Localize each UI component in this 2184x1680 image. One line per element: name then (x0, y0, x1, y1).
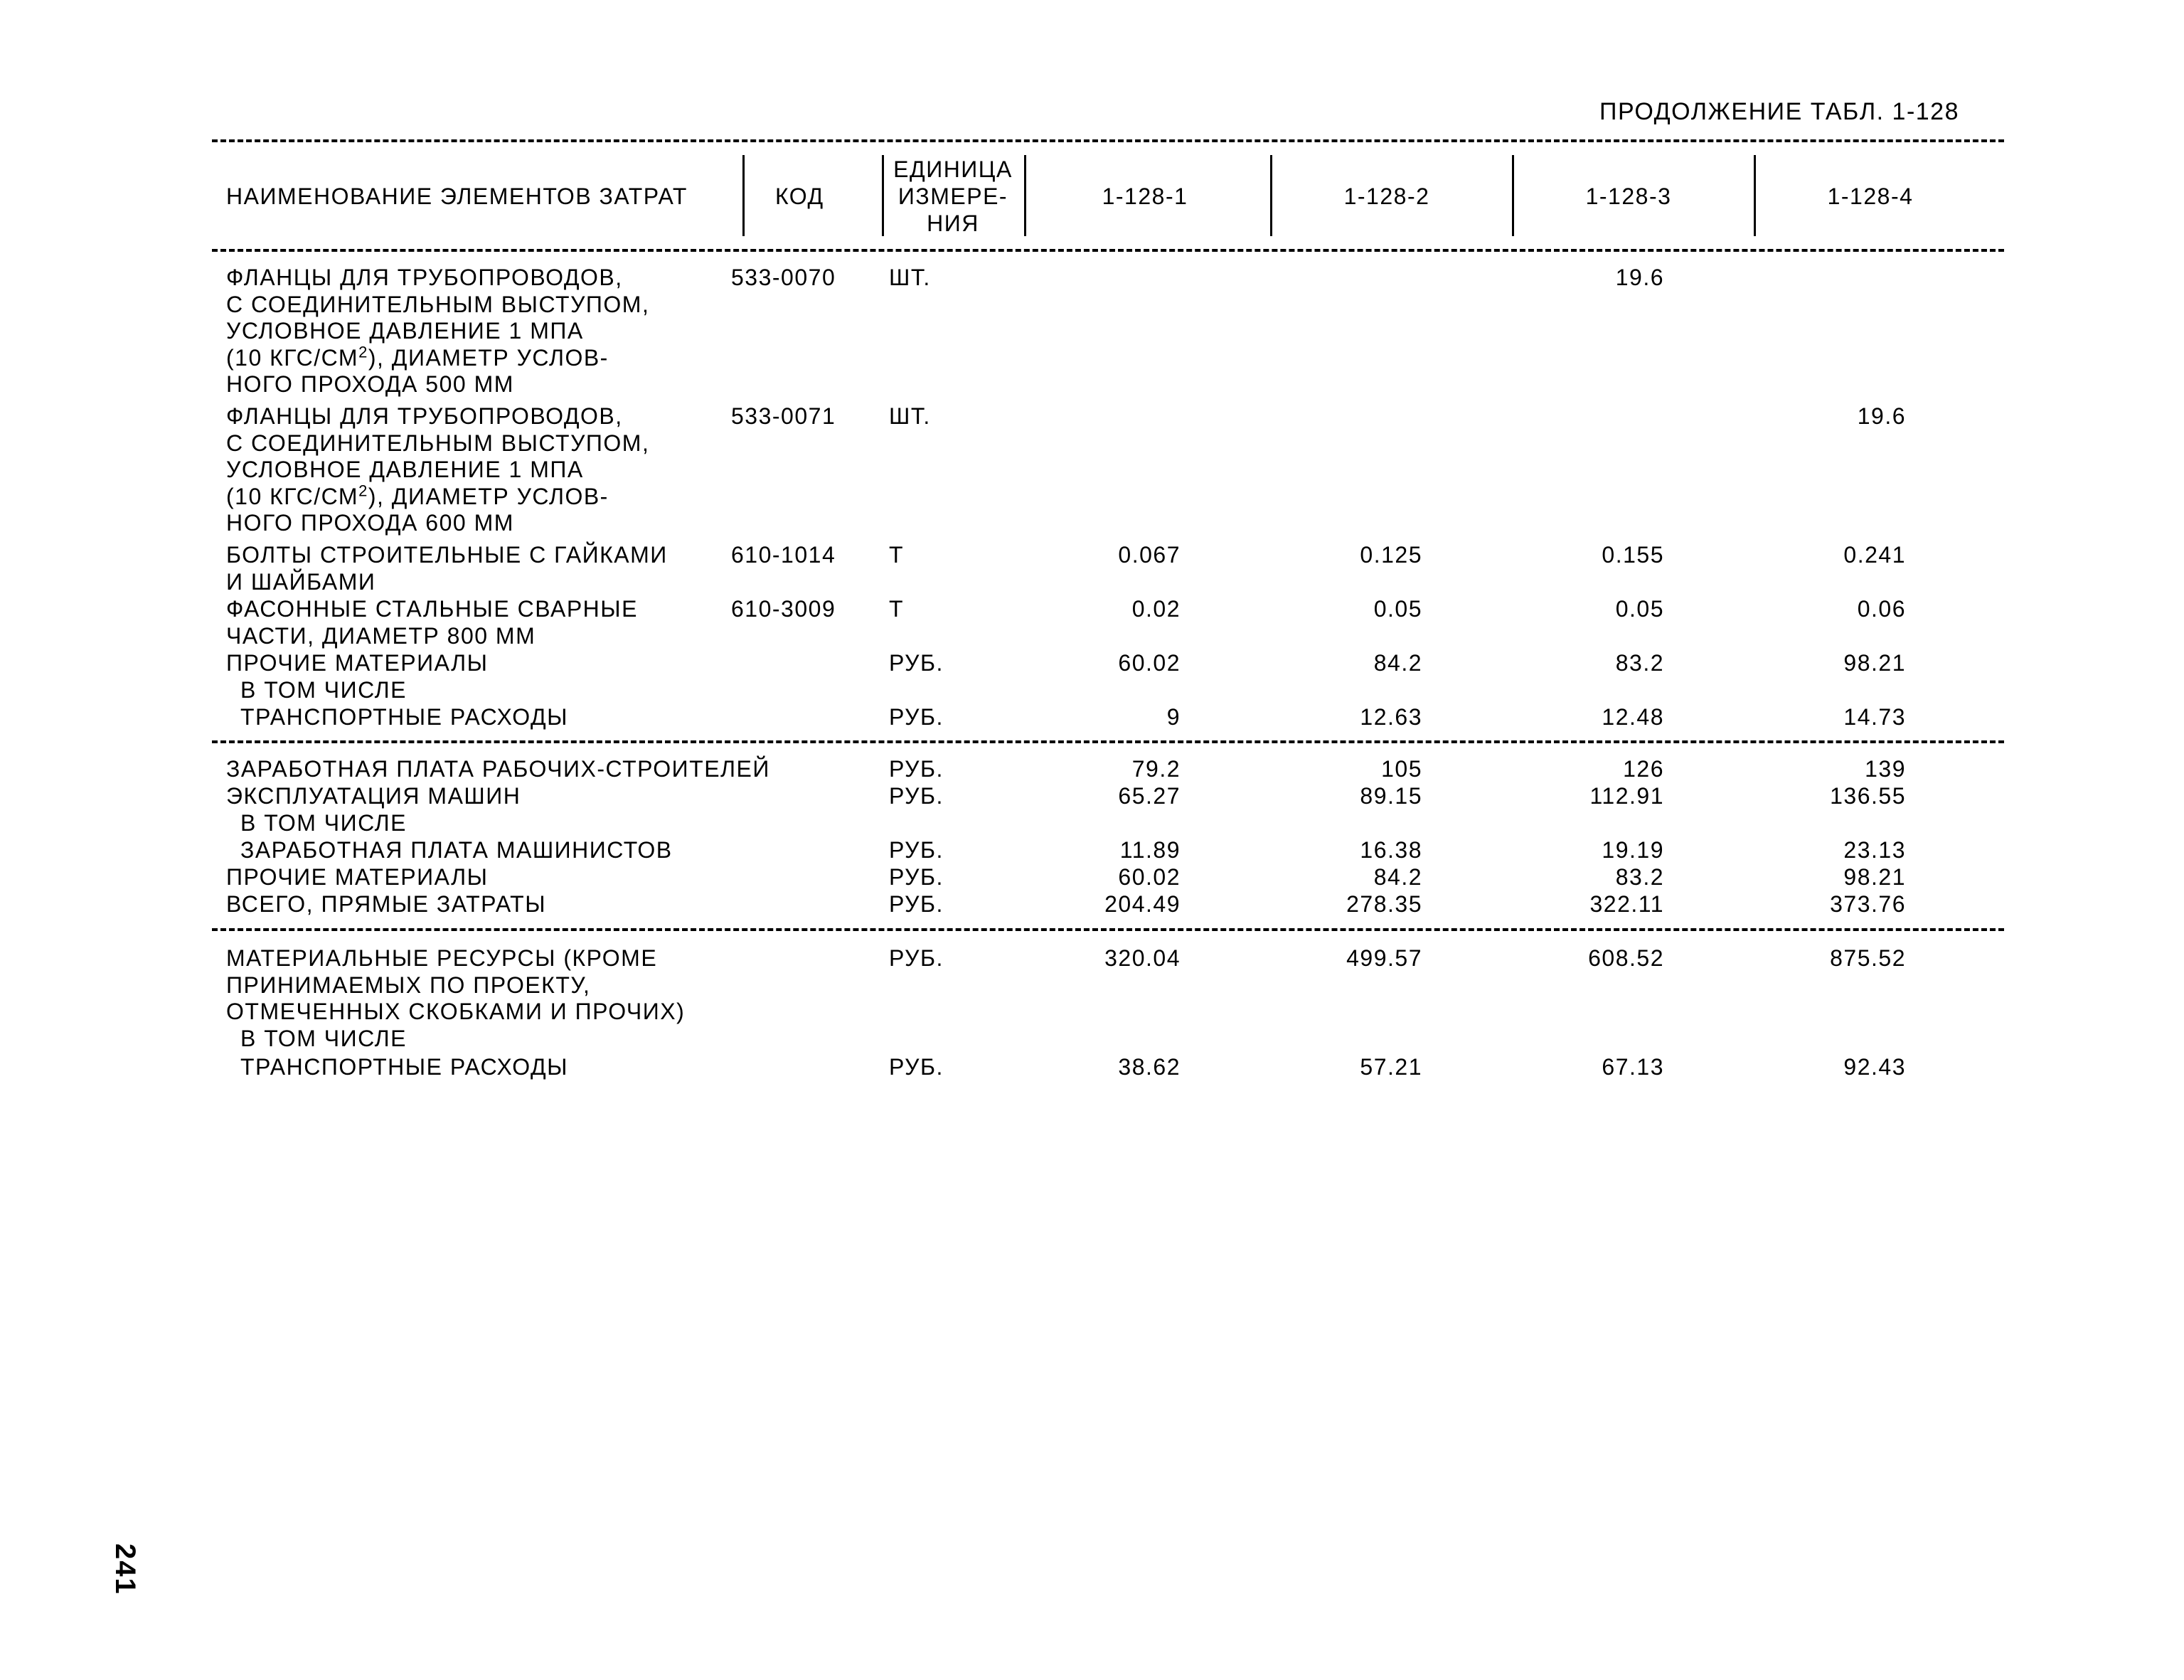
header-col-2: 1-128-2 (1343, 184, 1430, 209)
row-name: В ТОМ ЧИСЛЕ (240, 1026, 407, 1051)
row-code: 610-3009 (731, 596, 836, 622)
row-unit: РУБ. (889, 891, 944, 917)
row-unit: Т (889, 596, 905, 622)
row-value: 60.02 (1118, 864, 1181, 890)
row-name: ЗАРАБОТНАЯ ПЛАТА МАШИНИСТОВ (240, 837, 673, 863)
row-unit: РУБ. (889, 945, 944, 971)
row-value: 0.241 (1843, 542, 1906, 568)
section-rule (212, 740, 2004, 743)
row-value: 0.125 (1360, 542, 1422, 568)
header-divider (742, 155, 745, 236)
row-value: 278.35 (1346, 891, 1422, 917)
row-value: 38.62 (1118, 1054, 1181, 1080)
row-name: ФЛАНЦЫ ДЛЯ ТРУБОПРОВОДОВ, С СОЕДИНИТЕЛЬНЫМ ВЫСТУПОМ, УСЛОВНОЕ ДАВЛЕНИЕ 1 МПА (10 КГС/$СМ^2$), ДИАМЕТР УСЛОВ- НОГО ПРОХОДА 600 ММ (226, 403, 650, 536)
table-caption: ПРОДОЛЖЕНИЕ ТАБЛ. 1-128 (1599, 98, 1959, 125)
row-name: МАТЕРИАЛЬНЫЕ РЕСУРСЫ (КРОМЕ ПРИНИМАЕМЫХ ПО ПРОЕКТУ, ОТМЕЧЕННЫХ СКОБКАМИ И ПРОЧИХ) (226, 945, 686, 1024)
row-name: В ТОМ ЧИСЛЕ (240, 810, 407, 836)
header-col-4: 1-128-4 (1827, 184, 1914, 209)
row-code: 533-0071 (731, 403, 836, 429)
row-name: ФАСОННЫЕ СТАЛЬНЫЕ СВАРНЫЕ ЧАСТИ, ДИАМЕТР 800 ММ (226, 596, 638, 649)
header-divider (882, 155, 884, 236)
row-name: ЭКСПЛУАТАЦИЯ МАШИН (226, 783, 521, 809)
row-unit: РУБ. (889, 1054, 944, 1080)
header-col-3: 1-128-3 (1585, 184, 1672, 209)
row-value: 67.13 (1602, 1054, 1664, 1080)
header-unit-line-3: НИЯ (927, 211, 979, 236)
row-value: 98.21 (1843, 650, 1906, 676)
row-value: 19.6 (1615, 265, 1664, 290)
header-unit-line-2: ИЗМЕРЕ- (897, 184, 1008, 209)
row-value: 105 (1381, 756, 1422, 782)
row-value: 11.89 (1119, 837, 1181, 863)
row-value: 19.6 (1857, 403, 1906, 429)
row-value: 84.2 (1373, 864, 1422, 890)
row-value: 204.49 (1104, 891, 1181, 917)
row-value: 608.52 (1588, 945, 1664, 971)
row-value: 12.63 (1360, 704, 1422, 730)
row-value: 0.05 (1373, 596, 1422, 622)
row-value: 373.76 (1830, 891, 1906, 917)
header-unit-line-1: ЕДИНИЦА (893, 156, 1013, 182)
row-value: 16.38 (1360, 837, 1422, 863)
row-value: 19.19 (1602, 837, 1664, 863)
row-value: 0.02 (1131, 596, 1181, 622)
row-value: 0.067 (1118, 542, 1181, 568)
section-rule (212, 928, 2004, 931)
row-unit: ШТ. (889, 265, 931, 290)
header-bottom-rule (212, 249, 2004, 252)
row-value: 84.2 (1373, 650, 1422, 676)
page-number: 241 (110, 1543, 141, 1595)
row-value: 83.2 (1615, 650, 1664, 676)
row-unit: РУБ. (889, 783, 944, 809)
row-value: 79.2 (1131, 756, 1181, 782)
row-value: 83.2 (1615, 864, 1664, 890)
header-top-rule (212, 139, 2004, 142)
row-code: 533-0070 (731, 265, 836, 290)
row-value: 89.15 (1360, 783, 1422, 809)
header-divider (1024, 155, 1026, 236)
row-name: ВСЕГО, ПРЯМЫЕ ЗАТРАТЫ (226, 891, 547, 917)
row-code: 610-1014 (731, 542, 836, 568)
row-value: 9 (1166, 704, 1181, 730)
row-unit: ШТ. (889, 403, 931, 429)
row-name: ТРАНСПОРТНЫЕ РАСХОДЫ (240, 1054, 568, 1080)
row-value: 14.73 (1843, 704, 1906, 730)
row-name: ТРАНСПОРТНЫЕ РАСХОДЫ (240, 704, 568, 730)
row-name: ПРОЧИЕ МАТЕРИАЛЫ (226, 650, 489, 676)
row-value: 126 (1623, 756, 1664, 782)
row-value: 65.27 (1118, 783, 1181, 809)
row-value: 320.04 (1104, 945, 1181, 971)
row-unit: РУБ. (889, 704, 944, 730)
row-value: 136.55 (1830, 783, 1906, 809)
row-name: БОЛТЫ СТРОИТЕЛЬНЫЕ С ГАЙКАМИ И ШАЙБАМИ (226, 542, 668, 595)
row-name: ПРОЧИЕ МАТЕРИАЛЫ (226, 864, 489, 890)
row-value: 0.155 (1602, 542, 1664, 568)
row-unit: Т (889, 542, 905, 568)
header-name: НАИМЕНОВАНИЕ ЭЛЕМЕНТОВ ЗАТРАТ (226, 184, 688, 209)
row-name: ФЛАНЦЫ ДЛЯ ТРУБОПРОВОДОВ, С СОЕДИНИТЕЛЬНЫМ ВЫСТУПОМ, УСЛОВНОЕ ДАВЛЕНИЕ 1 МПА (10 КГС/$СМ^2$), ДИАМЕТР УСЛОВ- НОГО ПРОХОДА 500 ММ (226, 265, 650, 397)
row-value: 875.52 (1830, 945, 1906, 971)
header-divider (1270, 155, 1272, 236)
header-divider (1512, 155, 1514, 236)
header-col-1: 1-128-1 (1102, 184, 1188, 209)
row-value: 98.21 (1843, 864, 1906, 890)
row-value: 0.05 (1615, 596, 1664, 622)
row-value: 92.43 (1843, 1054, 1906, 1080)
row-value: 60.02 (1118, 650, 1181, 676)
row-unit: РУБ. (889, 756, 944, 782)
row-value: 112.91 (1589, 783, 1664, 809)
header-divider (1754, 155, 1756, 236)
row-name: В ТОМ ЧИСЛЕ (240, 677, 407, 703)
header-code: КОД (775, 184, 824, 209)
row-value: 322.11 (1589, 891, 1664, 917)
row-value: 499.57 (1346, 945, 1422, 971)
row-unit: РУБ. (889, 837, 944, 863)
row-name: ЗАРАБОТНАЯ ПЛАТА РАБОЧИХ-СТРОИТЕЛЕЙ (226, 756, 770, 782)
row-value: 139 (1865, 756, 1906, 782)
row-value: 0.06 (1857, 596, 1906, 622)
row-value: 12.48 (1602, 704, 1664, 730)
row-value: 57.21 (1360, 1054, 1422, 1080)
row-unit: РУБ. (889, 650, 944, 676)
row-value: 23.13 (1843, 837, 1906, 863)
row-unit: РУБ. (889, 864, 944, 890)
